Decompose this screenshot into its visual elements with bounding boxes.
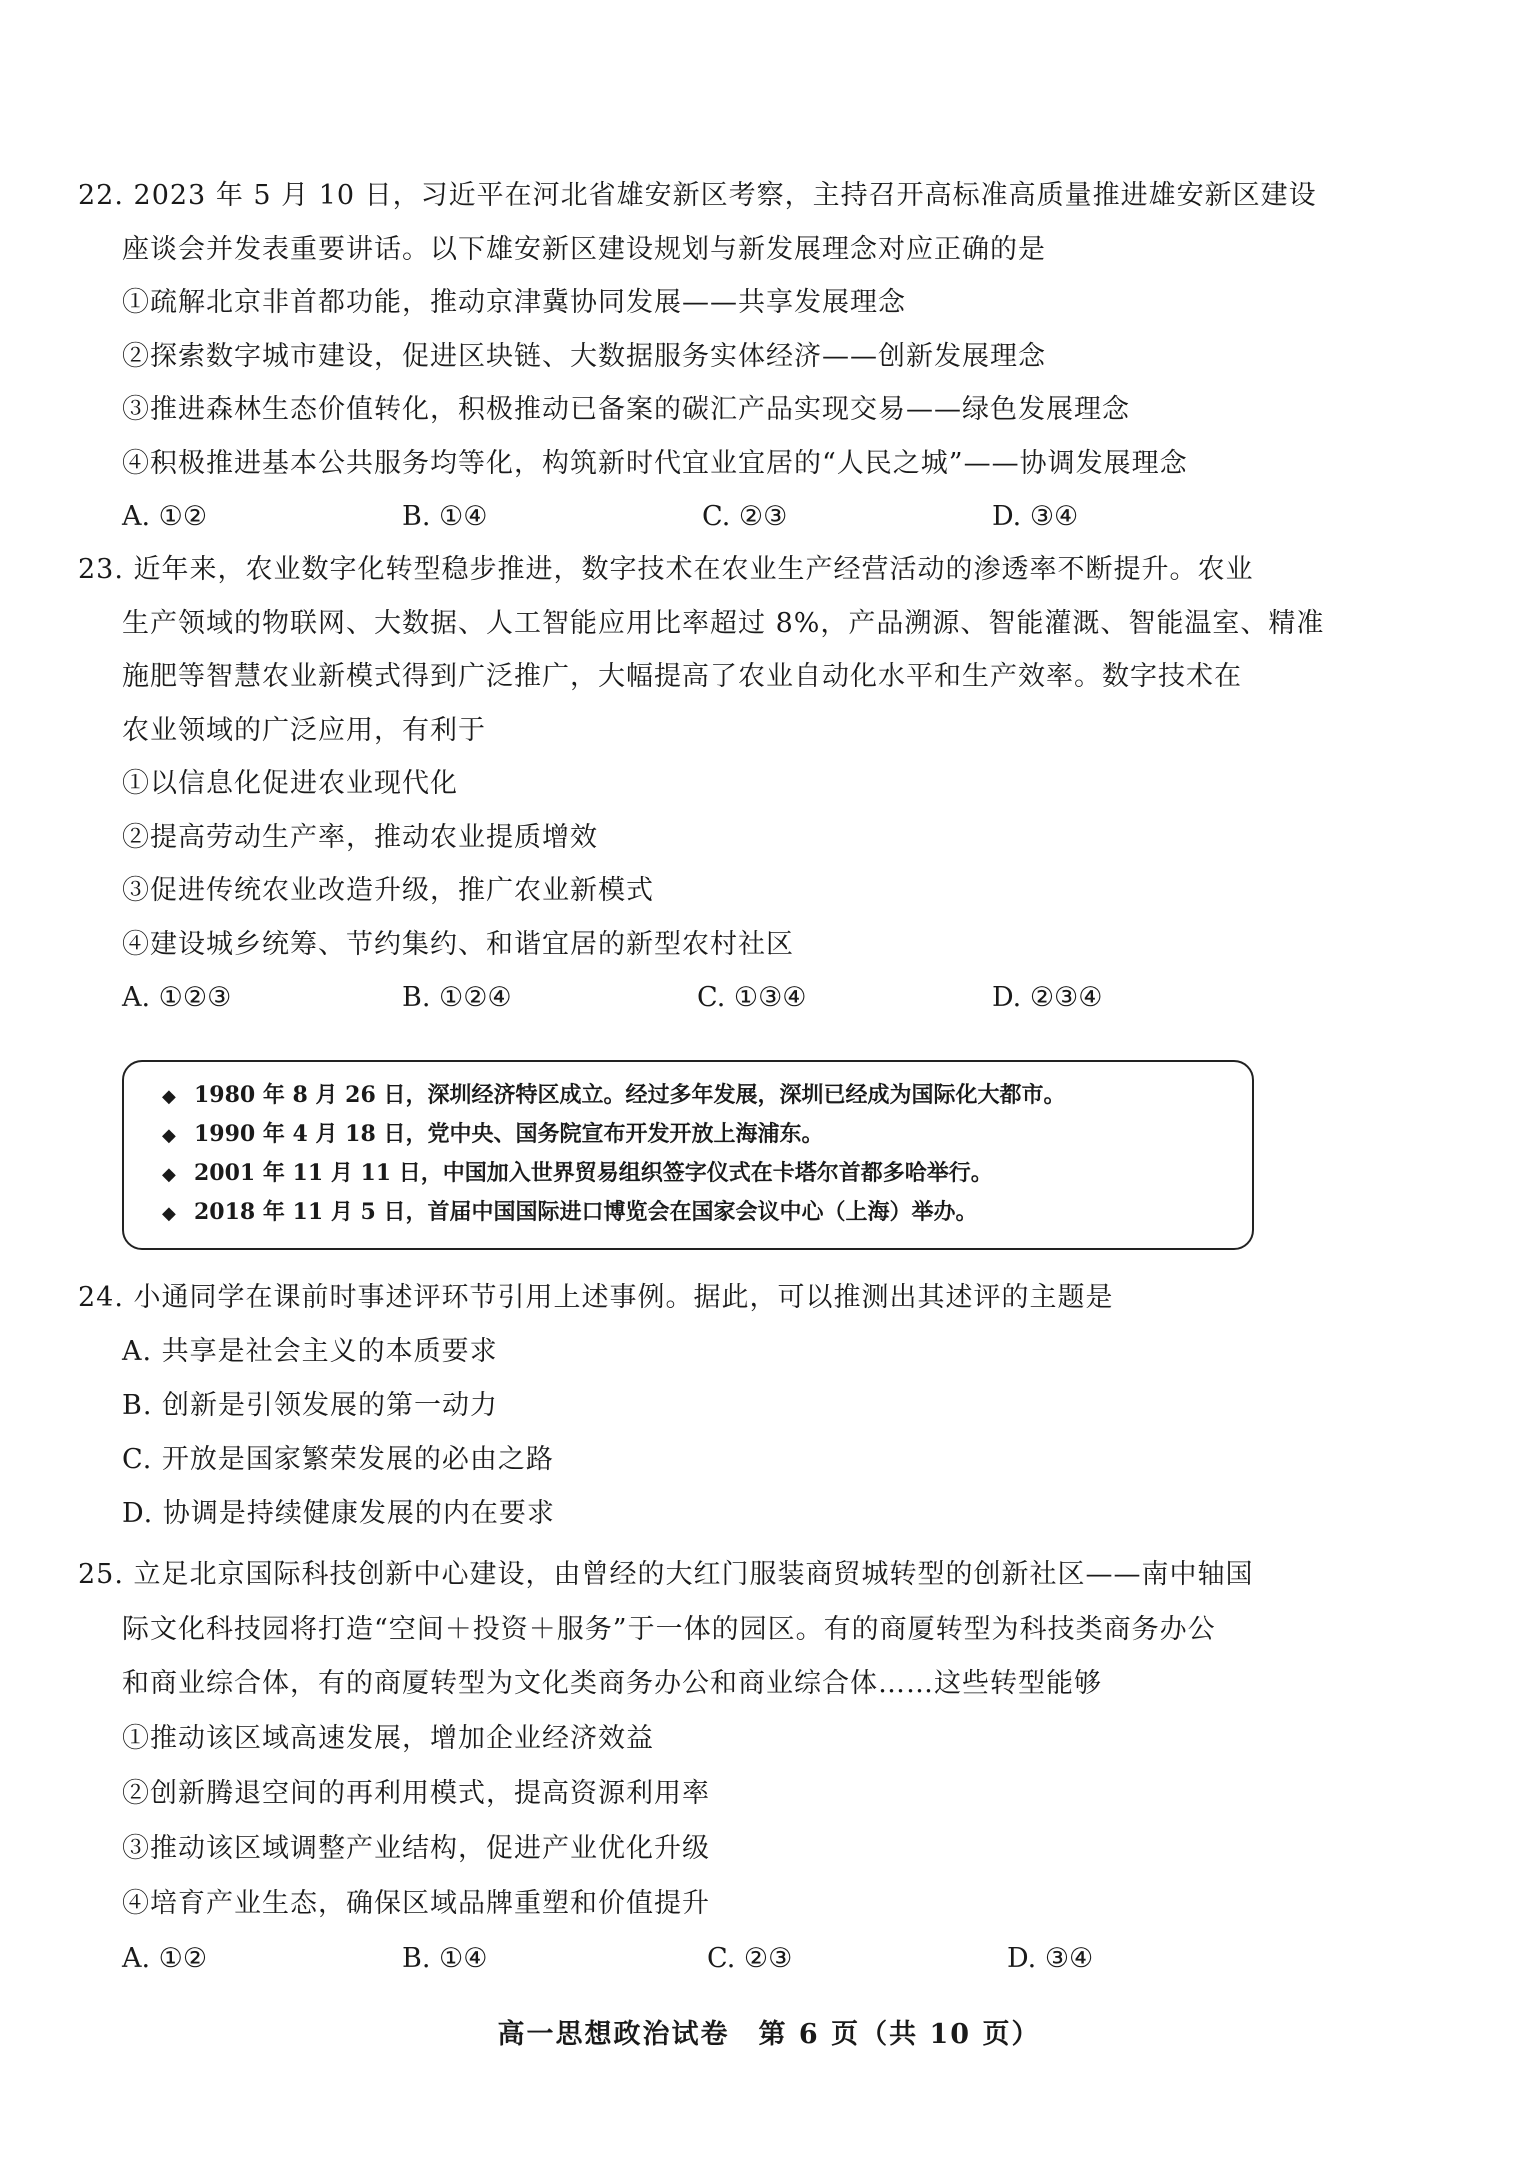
material-item-2 bbox=[162, 1119, 823, 1151]
q25-choice-a: A. ①② bbox=[122, 1943, 208, 1974]
q23-stem-line1: 23. 近年来，农业数字化转型稳步推进，数字技术在农业生产经营活动的渗透率不断提升。农业 bbox=[78, 554, 1254, 585]
q25-option-1: ①推动该区域高速发展，增加企业经济效益 bbox=[122, 1723, 654, 1754]
q25-choice-b: B. ①④ bbox=[402, 1943, 488, 1974]
q25-option-4: ④培育产业生态，确保区域品牌重塑和价值提升 bbox=[122, 1888, 710, 1919]
diamond-bullet-icon: ◆ bbox=[162, 1164, 176, 1185]
q22-option-3: ③推进森林生态价值转化，积极推动已备案的碳汇产品实现交易——绿色发展理念 bbox=[122, 394, 1130, 425]
q22-choice-b: B. ①④ bbox=[402, 501, 488, 532]
q22-choices bbox=[122, 499, 1322, 535]
q22-stem-line2: 座谈会并发表重要讲话。以下雄安新区建设规划与新发展理念对应正确的是 bbox=[122, 234, 1046, 265]
material-item-1 bbox=[162, 1080, 1065, 1112]
q22-choice-d: D. ③④ bbox=[992, 501, 1079, 532]
material-item-3-text: 2001 年 11 月 11 日，中国加入世界贸易组织签字仪式在卡塔尔首都多哈举行。 bbox=[194, 1160, 993, 1186]
q22-option-1: ①疏解北京非首都功能，推动京津冀协同发展——共享发展理念 bbox=[122, 287, 906, 318]
page-footer: 高一思想政治试卷 第 6 页（共 10 页） bbox=[497, 2019, 1041, 2050]
q25-option-2: ②创新腾退空间的再利用模式，提高资源利用率 bbox=[122, 1778, 710, 1809]
diamond-bullet-icon: ◆ bbox=[162, 1203, 176, 1224]
material-box bbox=[122, 1060, 1254, 1250]
q24-choice-c: C. 开放是国家繁荣发展的必由之路 bbox=[122, 1444, 554, 1475]
q25-choice-c: C. ②③ bbox=[707, 1943, 793, 1974]
q25-choice-d: D. ③④ bbox=[1007, 1943, 1094, 1974]
q25-stem-line3: 和商业综合体，有的商厦转型为文化类商务办公和商业综合体……这些转型能够 bbox=[122, 1668, 1102, 1699]
q23-stem-line2: 生产领域的物联网、大数据、人工智能应用比率超过 8%，产品溯源、智能灌溉、智能温室、精准 bbox=[122, 608, 1325, 639]
q23-stem-line3: 施肥等智慧农业新模式得到广泛推广，大幅提高了农业自动化水平和生产效率。数字技术在 bbox=[122, 661, 1242, 692]
q22-choice-a: A. ①② bbox=[122, 501, 208, 532]
diamond-bullet-icon: ◆ bbox=[162, 1125, 176, 1146]
q23-choices bbox=[122, 980, 1322, 1016]
material-item-4 bbox=[162, 1197, 977, 1229]
q23-choice-b: B. ①②④ bbox=[402, 982, 512, 1013]
material-item-2-text: 1990 年 4 月 18 日，党中央、国务院宣布开发开放上海浦东。 bbox=[194, 1121, 824, 1147]
q24-choice-a: A. 共享是社会主义的本质要求 bbox=[122, 1336, 498, 1367]
material-item-3 bbox=[162, 1158, 993, 1190]
q23-choice-a: A. ①②③ bbox=[122, 982, 232, 1013]
diamond-bullet-icon: ◆ bbox=[162, 1086, 176, 1107]
q24-choice-d: D. 协调是持续健康发展的内在要求 bbox=[122, 1498, 555, 1529]
q23-choice-d: D. ②③④ bbox=[992, 982, 1103, 1013]
q23-option-4: ④建设城乡统筹、节约集约、和谐宜居的新型农村社区 bbox=[122, 929, 794, 960]
q22-choice-c: C. ②③ bbox=[702, 501, 788, 532]
material-item-4-text: 2018 年 11 月 5 日，首届中国国际进口博览会在国家会议中心（上海）举办。 bbox=[194, 1199, 978, 1225]
material-item-1-text: 1980 年 8 月 26 日，深圳经济特区成立。经过多年发展，深圳已经成为国际化大都市。 bbox=[194, 1082, 1066, 1108]
q23-option-3: ③促进传统农业改造升级，推广农业新模式 bbox=[122, 875, 654, 906]
q25-stem-line1: 25. 立足北京国际科技创新中心建设，由曾经的大红门服装商贸城转型的创新社区——南中轴国 bbox=[78, 1559, 1254, 1590]
q23-option-1: ①以信息化促进农业现代化 bbox=[122, 768, 458, 799]
q22-stem-line1: 22. 2023 年 5 月 10 日，习近平在河北省雄安新区考察，主持召开高标准高质量推进雄安新区建设 bbox=[78, 180, 1317, 211]
q23-choice-c: C. ①③④ bbox=[697, 982, 807, 1013]
q24-choice-b: B. 创新是引领发展的第一动力 bbox=[122, 1390, 499, 1421]
q23-stem-line4: 农业领域的广泛应用，有利于 bbox=[122, 715, 486, 746]
q22-option-4: ④积极推进基本公共服务均等化，构筑新时代宜业宜居的“人民之城”——协调发展理念 bbox=[122, 448, 1188, 479]
q24-stem-line1: 24. 小通同学在课前时事述评环节引用上述事例。据此，可以推测出其述评的主题是 bbox=[78, 1282, 1114, 1313]
q25-option-3: ③推动该区域调整产业结构，促进产业优化升级 bbox=[122, 1833, 710, 1864]
q25-choices bbox=[122, 1941, 1322, 1977]
q25-stem-line2: 际文化科技园将打造“空间＋投资＋服务”于一体的园区。有的商厦转型为科技类商务办公 bbox=[122, 1614, 1216, 1645]
q22-option-2: ②探索数字城市建设，促进区块链、大数据服务实体经济——创新发展理念 bbox=[122, 341, 1046, 372]
q23-option-2: ②提高劳动生产率，推动农业提质增效 bbox=[122, 822, 598, 853]
